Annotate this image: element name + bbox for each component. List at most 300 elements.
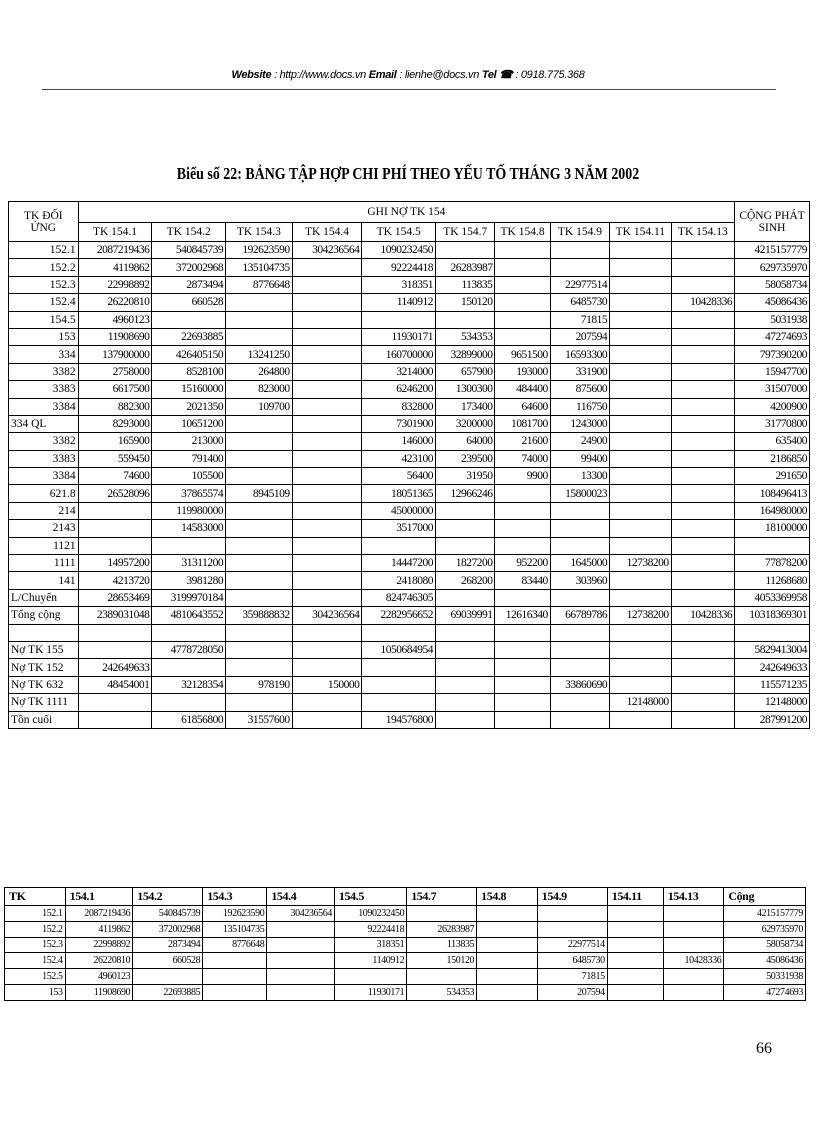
account-label: 152.5 bbox=[5, 969, 66, 985]
table-cell: 304236564 bbox=[292, 242, 362, 259]
table-cell bbox=[226, 641, 293, 658]
table-cell bbox=[495, 676, 550, 693]
header-divider bbox=[42, 89, 776, 90]
table-cell bbox=[226, 694, 293, 711]
table-cell: 28653469 bbox=[78, 589, 152, 606]
table-cell: 61856800 bbox=[152, 711, 226, 728]
account-label: 141 bbox=[9, 572, 79, 589]
table-cell bbox=[436, 520, 495, 537]
table-cell bbox=[495, 711, 550, 728]
table-cell: 318351 bbox=[334, 937, 406, 953]
table-cell bbox=[550, 694, 609, 711]
table-cell: 77878200 bbox=[735, 555, 810, 572]
table-cell bbox=[152, 659, 226, 676]
table-cell bbox=[550, 711, 609, 728]
table-cell: 304236564 bbox=[292, 607, 362, 624]
table-cell bbox=[292, 555, 362, 572]
table-cell bbox=[362, 694, 436, 711]
table-cell bbox=[671, 259, 735, 276]
table-cell: 1090232450 bbox=[334, 906, 406, 922]
column-header: TK 154.4 bbox=[292, 223, 362, 242]
table-cell bbox=[292, 624, 362, 641]
table-cell: 10318369301 bbox=[735, 607, 810, 624]
account-label: 1111 bbox=[9, 555, 79, 572]
table-cell bbox=[663, 937, 724, 953]
table-cell: 160700000 bbox=[362, 346, 436, 363]
table-row bbox=[5, 953, 806, 969]
table-cell bbox=[610, 398, 671, 415]
account-label: Nợ TK 1111 bbox=[9, 694, 79, 711]
table-cell bbox=[610, 537, 671, 554]
table-cell: 12616340 bbox=[495, 607, 550, 624]
table-cell bbox=[152, 311, 226, 328]
table-cell: 135104735 bbox=[226, 259, 293, 276]
table-cell bbox=[226, 555, 293, 572]
table-cell bbox=[671, 242, 735, 259]
table-cell: 18051365 bbox=[362, 485, 436, 502]
table-cell: 105500 bbox=[152, 468, 226, 485]
table-cell: 824746305 bbox=[362, 589, 436, 606]
table-cell bbox=[610, 294, 671, 311]
table-cell bbox=[78, 520, 152, 537]
account-label: 334 QL bbox=[9, 415, 79, 432]
table-cell: 165900 bbox=[78, 433, 152, 450]
table-cell: 207594 bbox=[550, 328, 609, 345]
cost-summary-table bbox=[8, 201, 810, 729]
table-cell bbox=[671, 555, 735, 572]
table-cell bbox=[292, 589, 362, 606]
table-cell bbox=[610, 433, 671, 450]
table-cell: 11908690 bbox=[65, 984, 133, 1000]
table-cell: 92224418 bbox=[362, 259, 436, 276]
table-cell: 26528096 bbox=[78, 485, 152, 502]
table-cell: 8776648 bbox=[226, 276, 293, 293]
website-label: Website bbox=[231, 69, 272, 81]
table-cell: 135104735 bbox=[203, 921, 267, 937]
account-label: 3382 bbox=[9, 363, 79, 380]
table-cell bbox=[292, 468, 362, 485]
table-row bbox=[9, 659, 810, 676]
table-cell: 14957200 bbox=[78, 555, 152, 572]
table-cell: 559450 bbox=[78, 450, 152, 467]
table-row bbox=[9, 433, 810, 450]
table-row bbox=[9, 242, 810, 259]
table-cell: 1827200 bbox=[436, 555, 495, 572]
table-cell bbox=[226, 520, 293, 537]
column-header: 154.7 bbox=[407, 888, 477, 906]
table-cell bbox=[610, 363, 671, 380]
table-row bbox=[9, 555, 810, 572]
tel-label: Tel ☎ bbox=[481, 69, 513, 81]
table-cell bbox=[550, 520, 609, 537]
table-cell: 2282956652 bbox=[362, 607, 436, 624]
table-cell bbox=[226, 624, 293, 641]
table-cell bbox=[133, 969, 203, 985]
table-cell bbox=[78, 711, 152, 728]
table-cell: 6617500 bbox=[78, 381, 152, 398]
table-cell bbox=[671, 694, 735, 711]
account-label: 3384 bbox=[9, 468, 79, 485]
account-label: 152.1 bbox=[9, 242, 79, 259]
table-row bbox=[9, 572, 810, 589]
table-cell bbox=[436, 311, 495, 328]
table-cell: 71815 bbox=[550, 311, 609, 328]
table-cell: 22998892 bbox=[78, 276, 152, 293]
table-cell: 108496413 bbox=[735, 485, 810, 502]
table-cell bbox=[477, 984, 538, 1000]
table-cell bbox=[610, 711, 671, 728]
table-cell bbox=[671, 346, 735, 363]
table-cell: 47274693 bbox=[724, 984, 806, 1000]
table-cell: 66789786 bbox=[550, 607, 609, 624]
table-cell: 10428336 bbox=[671, 294, 735, 311]
table-cell bbox=[671, 311, 735, 328]
column-header: 154.11 bbox=[607, 888, 663, 906]
account-label: 152.3 bbox=[9, 276, 79, 293]
table-cell bbox=[735, 537, 810, 554]
column-header: 154.5 bbox=[334, 888, 406, 906]
table-cell bbox=[495, 520, 550, 537]
table-cell: 13241250 bbox=[226, 346, 293, 363]
table-row bbox=[5, 969, 806, 985]
table-cell bbox=[550, 659, 609, 676]
table-cell: 660528 bbox=[133, 953, 203, 969]
table-cell bbox=[671, 676, 735, 693]
table-cell: 12148000 bbox=[610, 694, 671, 711]
table-cell: 1090232450 bbox=[362, 242, 436, 259]
table-cell bbox=[671, 398, 735, 415]
table-cell bbox=[267, 969, 335, 985]
table-cell bbox=[477, 969, 538, 985]
table-cell: 242649633 bbox=[735, 659, 810, 676]
table-cell: 113835 bbox=[436, 276, 495, 293]
account-label: 152.3 bbox=[5, 937, 66, 953]
table-cell: 26283987 bbox=[436, 259, 495, 276]
table-cell: 372002968 bbox=[152, 259, 226, 276]
table-cell: 2021350 bbox=[152, 398, 226, 415]
table-row bbox=[9, 641, 810, 658]
table-cell: 4960123 bbox=[78, 311, 152, 328]
table-cell bbox=[671, 641, 735, 658]
table-cell bbox=[550, 589, 609, 606]
table-cell: 194576800 bbox=[362, 711, 436, 728]
table-cell bbox=[735, 624, 810, 641]
table-cell: 978190 bbox=[226, 676, 293, 693]
table-row bbox=[5, 937, 806, 953]
table-cell: 242649633 bbox=[78, 659, 152, 676]
table-cell: 26283987 bbox=[407, 921, 477, 937]
table-cell: 1050684954 bbox=[362, 641, 436, 658]
table-cell: 3200000 bbox=[436, 415, 495, 432]
table-cell: 47274693 bbox=[735, 328, 810, 345]
table-cell bbox=[610, 346, 671, 363]
table-cell bbox=[550, 537, 609, 554]
table-cell bbox=[78, 537, 152, 554]
table-cell bbox=[663, 984, 724, 1000]
table-cell: 92224418 bbox=[334, 921, 406, 937]
table-cell: 69039991 bbox=[436, 607, 495, 624]
table-cell bbox=[407, 969, 477, 985]
table-cell: 629735970 bbox=[735, 259, 810, 276]
account-label: 152.4 bbox=[5, 953, 66, 969]
table-cell bbox=[495, 294, 550, 311]
table-cell: 423100 bbox=[362, 450, 436, 467]
table-row bbox=[9, 485, 810, 502]
table-cell bbox=[78, 502, 152, 519]
table-cell: 3981280 bbox=[152, 572, 226, 589]
table-cell: 31770800 bbox=[735, 415, 810, 432]
table-cell: 875600 bbox=[550, 381, 609, 398]
account-label: 1121 bbox=[9, 537, 79, 554]
table-cell: 207594 bbox=[537, 984, 607, 1000]
column-header: 154.13 bbox=[663, 888, 724, 906]
table-cell bbox=[671, 433, 735, 450]
account-label: 153 bbox=[5, 984, 66, 1000]
table-cell bbox=[671, 589, 735, 606]
table-cell bbox=[610, 415, 671, 432]
table-cell bbox=[152, 694, 226, 711]
table-cell bbox=[292, 311, 362, 328]
table-cell bbox=[607, 984, 663, 1000]
account-label: 153 bbox=[9, 328, 79, 345]
table-cell: 6485730 bbox=[550, 294, 609, 311]
table-cell: 213000 bbox=[152, 433, 226, 450]
table-cell bbox=[226, 589, 293, 606]
table-cell bbox=[292, 415, 362, 432]
table-cell bbox=[610, 641, 671, 658]
table-cell bbox=[292, 433, 362, 450]
table-cell bbox=[671, 276, 735, 293]
table-row bbox=[9, 537, 810, 554]
table-cell: 13300 bbox=[550, 468, 609, 485]
table-cell: 1081700 bbox=[495, 415, 550, 432]
table-cell: 4778728050 bbox=[152, 641, 226, 658]
table-cell: 660528 bbox=[152, 294, 226, 311]
table-cell: 11268680 bbox=[735, 572, 810, 589]
account-label: 2143 bbox=[9, 520, 79, 537]
table-cell: 64000 bbox=[436, 433, 495, 450]
column-header: Cộng bbox=[724, 888, 806, 906]
table-cell: 18100000 bbox=[735, 520, 810, 537]
table-cell: 12738200 bbox=[610, 607, 671, 624]
table-cell bbox=[671, 468, 735, 485]
table-cell bbox=[495, 624, 550, 641]
corner-header: TK ĐỐI ỨNG bbox=[9, 202, 79, 242]
table-cell: 15800023 bbox=[550, 485, 609, 502]
table-cell bbox=[292, 641, 362, 658]
table-cell bbox=[226, 468, 293, 485]
table-cell: 26220810 bbox=[65, 953, 133, 969]
table-cell bbox=[671, 659, 735, 676]
table-cell bbox=[292, 502, 362, 519]
table-cell bbox=[436, 624, 495, 641]
table-cell bbox=[477, 906, 538, 922]
table-cell bbox=[226, 502, 293, 519]
table-cell: 331900 bbox=[550, 363, 609, 380]
table-cell: 115571235 bbox=[735, 676, 810, 693]
table-cell bbox=[610, 520, 671, 537]
table-cell: 268200 bbox=[436, 572, 495, 589]
table-cell: 8293000 bbox=[78, 415, 152, 432]
table-cell: 31557600 bbox=[226, 711, 293, 728]
table-cell bbox=[610, 502, 671, 519]
table-cell: 2186850 bbox=[735, 450, 810, 467]
table-cell bbox=[663, 969, 724, 985]
table-row bbox=[9, 363, 810, 380]
table-cell: 10428336 bbox=[663, 953, 724, 969]
table-cell bbox=[607, 953, 663, 969]
column-header: TK 154.7 bbox=[436, 223, 495, 242]
table-cell: 4960123 bbox=[65, 969, 133, 985]
table-cell: 12738200 bbox=[610, 555, 671, 572]
table-cell: 264800 bbox=[226, 363, 293, 380]
table-cell: 193000 bbox=[495, 363, 550, 380]
column-header: 154.9 bbox=[537, 888, 607, 906]
table-cell: 8776648 bbox=[203, 937, 267, 953]
table-cell: 74600 bbox=[78, 468, 152, 485]
table-row bbox=[9, 259, 810, 276]
table-cell bbox=[477, 921, 538, 937]
email-label: Email bbox=[368, 69, 397, 81]
table-cell bbox=[436, 711, 495, 728]
table-cell: 33860690 bbox=[550, 676, 609, 693]
table-cell bbox=[610, 676, 671, 693]
account-label: L/Chuyển bbox=[9, 589, 79, 606]
table-cell bbox=[78, 624, 152, 641]
table-cell: 534353 bbox=[407, 984, 477, 1000]
table-cell: 32899000 bbox=[436, 346, 495, 363]
table-cell: 192623590 bbox=[226, 242, 293, 259]
table-cell bbox=[78, 694, 152, 711]
table-cell: 45086436 bbox=[735, 294, 810, 311]
table-cell bbox=[292, 711, 362, 728]
table-row bbox=[9, 415, 810, 432]
account-label: 154.5 bbox=[9, 311, 79, 328]
table-cell: 2389031048 bbox=[78, 607, 152, 624]
column-header: TK 154.8 bbox=[495, 223, 550, 242]
table-cell bbox=[671, 520, 735, 537]
table-cell bbox=[226, 311, 293, 328]
table-cell bbox=[362, 676, 436, 693]
table-cell: 1243000 bbox=[550, 415, 609, 432]
table-row bbox=[9, 694, 810, 711]
table-cell bbox=[267, 984, 335, 1000]
table-cell bbox=[550, 641, 609, 658]
account-label bbox=[9, 624, 79, 641]
table-row bbox=[9, 502, 810, 519]
column-header: TK 154.2 bbox=[152, 223, 226, 242]
table-cell: 150120 bbox=[407, 953, 477, 969]
table-cell bbox=[671, 572, 735, 589]
column-header: TK 154.13 bbox=[671, 223, 735, 242]
table-cell bbox=[607, 921, 663, 937]
table-cell bbox=[436, 502, 495, 519]
table-cell bbox=[495, 694, 550, 711]
table-cell: 26220810 bbox=[78, 294, 152, 311]
table-row bbox=[9, 346, 810, 363]
account-label: Tồn cuối bbox=[9, 711, 79, 728]
table-cell bbox=[495, 537, 550, 554]
table-cell: 4119862 bbox=[65, 921, 133, 937]
page-header bbox=[0, 68, 816, 81]
table-cell: 1140912 bbox=[334, 953, 406, 969]
table-cell: 4215157779 bbox=[724, 906, 806, 922]
table-cell: 3199970184 bbox=[152, 589, 226, 606]
table-cell bbox=[671, 711, 735, 728]
account-label: 152.1 bbox=[5, 906, 66, 922]
table-cell bbox=[495, 328, 550, 345]
table-cell: 635400 bbox=[735, 433, 810, 450]
table-cell: 45086436 bbox=[724, 953, 806, 969]
table-cell: 11908690 bbox=[78, 328, 152, 345]
table-cell: 24900 bbox=[550, 433, 609, 450]
table-cell bbox=[610, 589, 671, 606]
table-cell: 2418080 bbox=[362, 572, 436, 589]
table-cell bbox=[610, 485, 671, 502]
table-cell: 99400 bbox=[550, 450, 609, 467]
table-cell bbox=[495, 311, 550, 328]
table-cell: 2873494 bbox=[152, 276, 226, 293]
table-cell bbox=[550, 259, 609, 276]
table-cell: 32128354 bbox=[152, 676, 226, 693]
column-header: TK 154.11 bbox=[610, 223, 671, 242]
table-cell bbox=[671, 328, 735, 345]
table-cell: 14583000 bbox=[152, 520, 226, 537]
table-cell: 291650 bbox=[735, 468, 810, 485]
table-cell bbox=[671, 624, 735, 641]
table-cell: 83440 bbox=[495, 572, 550, 589]
table-cell: 6246200 bbox=[362, 381, 436, 398]
website-value: : http://www.docs.vn bbox=[274, 69, 366, 81]
table-cell bbox=[292, 259, 362, 276]
table-cell bbox=[362, 537, 436, 554]
table-cell bbox=[436, 537, 495, 554]
table-cell: 4053369958 bbox=[735, 589, 810, 606]
table-cell bbox=[292, 694, 362, 711]
table-cell bbox=[292, 363, 362, 380]
column-header: 154.8 bbox=[477, 888, 538, 906]
table-cell bbox=[334, 969, 406, 985]
table-cell bbox=[226, 537, 293, 554]
table-row bbox=[9, 589, 810, 606]
table-cell bbox=[495, 641, 550, 658]
column-header: 154.4 bbox=[267, 888, 335, 906]
table-cell: 31507000 bbox=[735, 381, 810, 398]
table-cell: 31950 bbox=[436, 468, 495, 485]
table-row bbox=[5, 906, 806, 922]
table-cell bbox=[495, 589, 550, 606]
column-header: TK 154.9 bbox=[550, 223, 609, 242]
total-header: CỘNG PHÁT SINH bbox=[735, 202, 810, 242]
table-cell bbox=[607, 937, 663, 953]
table-cell bbox=[78, 641, 152, 658]
table-row bbox=[9, 468, 810, 485]
table-cell bbox=[495, 242, 550, 259]
table-cell bbox=[610, 381, 671, 398]
table-cell: 58058734 bbox=[735, 276, 810, 293]
table-cell: 16593300 bbox=[550, 346, 609, 363]
table-cell: 952200 bbox=[495, 555, 550, 572]
table-cell bbox=[671, 502, 735, 519]
account-label: 152.4 bbox=[9, 294, 79, 311]
table-cell: 37865574 bbox=[152, 485, 226, 502]
table-cell: 1300300 bbox=[436, 381, 495, 398]
column-header: TK bbox=[5, 888, 66, 906]
table-cell bbox=[550, 624, 609, 641]
table-cell bbox=[226, 415, 293, 432]
table-cell: 50331938 bbox=[724, 969, 806, 985]
table-cell bbox=[292, 398, 362, 415]
